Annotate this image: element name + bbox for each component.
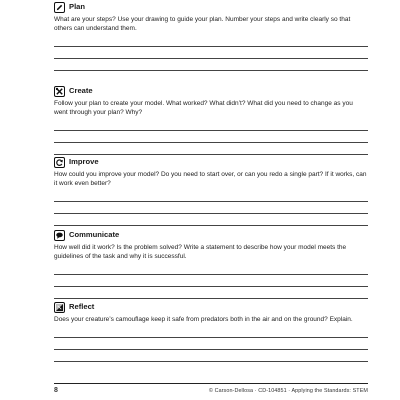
- writing-line[interactable]: [54, 143, 368, 155]
- improve-header: [54, 155, 368, 169]
- writing-line[interactable]: [54, 275, 368, 287]
- writing-line[interactable]: [54, 119, 368, 131]
- pencil-icon: [54, 2, 65, 13]
- writing-line[interactable]: [54, 59, 368, 71]
- section-title: Communicate: [69, 230, 120, 239]
- section-title: Improve: [69, 157, 99, 166]
- section-title: Reflect: [69, 302, 95, 311]
- communicate-header: [54, 228, 368, 242]
- writing-line[interactable]: [54, 47, 368, 59]
- writing-line[interactable]: [54, 263, 368, 275]
- footer-credit: © Carson-Dellosa · CD-104851 · Applying the Standards: STEM: [208, 388, 368, 394]
- writing-line[interactable]: [54, 350, 368, 362]
- reflect-section: [54, 300, 368, 362]
- writing-line[interactable]: [54, 338, 368, 350]
- section-title: Create: [69, 86, 93, 95]
- writing-lines[interactable]: [54, 190, 368, 226]
- writing-line[interactable]: [54, 35, 368, 47]
- refresh-icon: [54, 157, 65, 168]
- section-title: Plan: [69, 2, 86, 11]
- writing-lines[interactable]: [54, 119, 368, 155]
- create-section: [54, 84, 368, 155]
- reflect-icon: [54, 302, 65, 313]
- tools-icon: [54, 86, 65, 97]
- writing-line[interactable]: [54, 131, 368, 143]
- section-prompt: Does your creature’s camouflage keep it safe from predators both in the air and on the ground? Explain.: [54, 316, 353, 323]
- reflect-header: [54, 300, 368, 314]
- communicate-section: [54, 228, 368, 299]
- writing-line[interactable]: [54, 202, 368, 214]
- writing-lines[interactable]: [54, 35, 368, 71]
- improve-section: [54, 155, 368, 226]
- plan-header: [54, 0, 368, 14]
- section-prompt: Follow your plan to create your model. What worked? What didn’t? What did you need to change as you went through your plan? Why?: [54, 100, 353, 116]
- section-prompt: What are your steps? Use your drawing to guide your plan. Number your steps and write clearly so that others can understand them.: [54, 16, 351, 32]
- writing-line[interactable]: [54, 326, 368, 338]
- page-footer: [54, 383, 368, 394]
- writing-lines[interactable]: [54, 263, 368, 299]
- page-number: 8: [54, 387, 58, 394]
- create-header: [54, 84, 368, 98]
- writing-lines[interactable]: [54, 326, 368, 362]
- plan-section: [54, 0, 368, 71]
- writing-line[interactable]: [54, 287, 368, 299]
- writing-line[interactable]: [54, 214, 368, 226]
- section-prompt: How well did it work? Is the problem solved? Write a statement to describe how your model meets the guidelines of the task and why it is successful.: [54, 244, 347, 260]
- writing-line[interactable]: [54, 190, 368, 202]
- section-prompt: How could you improve your model? Do you need to start over, or can you redo a single part? If it works, can it work even better?: [54, 171, 367, 187]
- speech-bubble-icon: [54, 230, 65, 241]
